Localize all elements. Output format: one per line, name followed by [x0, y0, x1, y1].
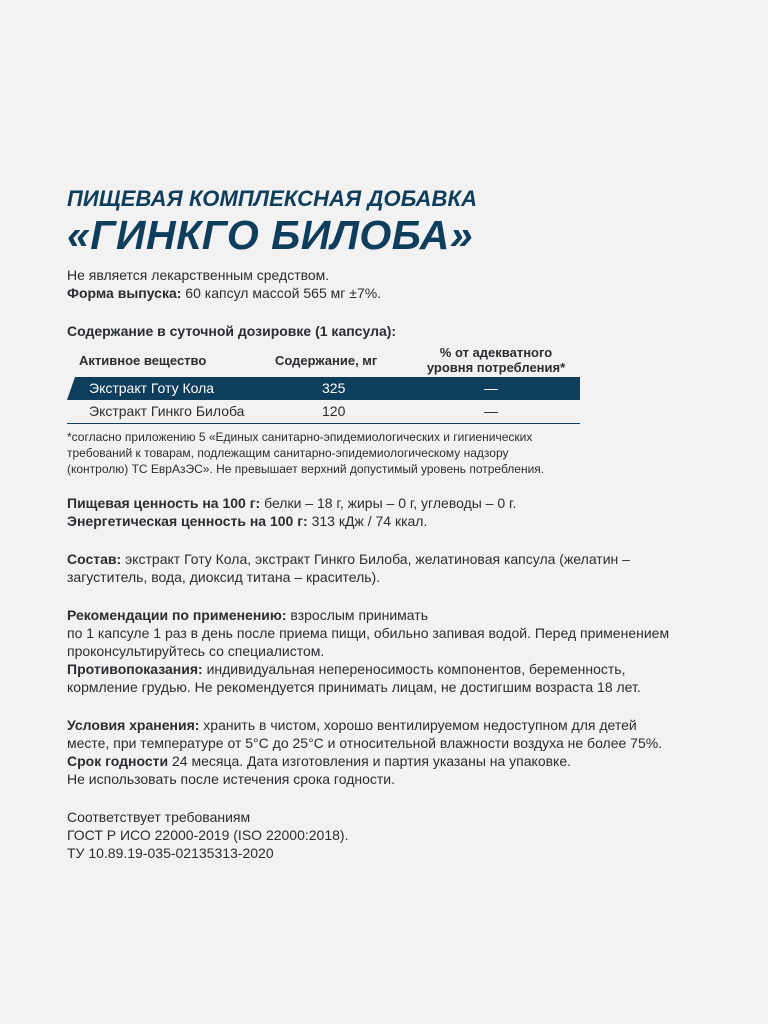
- footnote-line: требований к товарам, подлежащим санитарно-эпидемиологическому надзору: [67, 446, 509, 460]
- shelf-life-label: Срок годности: [67, 753, 169, 769]
- shelf-life: [67, 752, 707, 770]
- composition-label: Состав:: [67, 551, 122, 567]
- cell-amount: 120: [322, 403, 346, 419]
- food-value-text: белки – 18 г, жиры – 0 г, углеводы – 0 г.: [260, 495, 517, 511]
- table-footnote: [67, 429, 707, 477]
- compliance-line3: ТУ 10.89.19-035-02135313-2020: [67, 845, 274, 861]
- product-subtitle: ПИЩЕВАЯ КОМПЛЕКСНАЯ ДОБАВКА: [67, 186, 478, 211]
- composition-line2: загуститель, вода, диоксид титана – краситель).: [67, 569, 381, 585]
- table-row: [67, 377, 580, 400]
- dosage-table-header: [67, 344, 580, 377]
- release-form-value: 60 капсул массой 565 мг ±7%.: [181, 285, 382, 301]
- food-value: [67, 494, 707, 512]
- footnote-line: (контролю) ТС ЕврАзЭС». Не превышает верхний допустимый уровень потребления.: [67, 462, 545, 476]
- shelf-life-line1: 24 месяца. Дата изготовления и партия указаны на упаковке.: [168, 753, 572, 769]
- storage-conditions: [67, 716, 707, 734]
- composition-line1: экстракт Готу Кола, экстракт Гинкго Билоба, желатиновая капсула (желатин –: [121, 551, 630, 567]
- column-header-percent-line1: % от адекватного: [439, 345, 553, 360]
- label-content: [67, 186, 707, 862]
- product-title: «ГИНКГО БИЛОБА»: [67, 212, 474, 258]
- column-header-percent-line2: уровня потребления*: [426, 360, 566, 375]
- dosage-table: [67, 344, 580, 424]
- contraindications-line2: кормление грудью. Не рекомендуется принимать лицам, не достигшим возраста 18 лет.: [67, 679, 641, 695]
- compliance-line2: ГОСТ Р ИСО 22000-2019 (ISO 22000:2018).: [67, 827, 349, 843]
- contraindications-line1: индивидуальная непереносимость компонентов, беременность,: [202, 661, 626, 677]
- release-form: [67, 284, 707, 302]
- release-form-label: Форма выпуска:: [67, 285, 182, 301]
- table-row: [67, 400, 580, 424]
- storage-conditions-line2: месте, при температуре от 5°С до 25°С и относительной влажности воздуха не более 75%.: [67, 735, 663, 751]
- shelf-life-line2: Не использовать после истечения срока годности.: [67, 771, 396, 787]
- composition: [67, 550, 707, 568]
- dosage-heading: Содержание в суточной дозировке (1 капсула):: [67, 323, 397, 339]
- not-drug-note: Не является лекарственным средством.: [67, 267, 330, 283]
- recommendations-label: Рекомендации по применению:: [67, 607, 287, 623]
- recommendations: [67, 606, 707, 624]
- energy-value-text: 313 кДж / 74 ккал.: [307, 513, 428, 529]
- cell-substance: Экстракт Готу Кола: [89, 380, 215, 396]
- storage-conditions-line1: хранить в чистом, хорошо вентилируемом недоступном для детей: [199, 717, 637, 733]
- cell-amount: 325: [322, 380, 346, 396]
- contraindications-label: Противопоказания:: [67, 661, 203, 677]
- contraindications: [67, 660, 707, 678]
- column-header-percent: [418, 345, 574, 375]
- recommendations-line3: проконсультируйтесь со специалистом.: [67, 643, 325, 659]
- energy-value-label: Энергетическая ценность на 100 г:: [67, 513, 308, 529]
- cell-percent: —: [484, 403, 498, 419]
- footnote-line: *согласно приложению 5 «Единых санитарно-эпидемиологических и гигиенических: [67, 430, 533, 444]
- compliance-line1: Соответствует требованиям: [67, 809, 251, 825]
- cell-percent: —: [484, 380, 498, 396]
- energy-value: [67, 512, 707, 530]
- food-value-label: Пищевая ценность на 100 г:: [67, 495, 261, 511]
- recommendations-line1: взрослым принимать: [286, 607, 428, 623]
- column-header-content: Содержание, мг: [275, 353, 378, 368]
- cell-substance: Экстракт Гинкго Билоба: [89, 403, 245, 419]
- column-header-substance: Активное вещество: [79, 353, 207, 368]
- recommendations-line2: по 1 капсуле 1 раз в день после приема пищи, обильно запивая водой. Перед применением: [67, 625, 670, 641]
- storage-conditions-label: Условия хранения:: [67, 717, 200, 733]
